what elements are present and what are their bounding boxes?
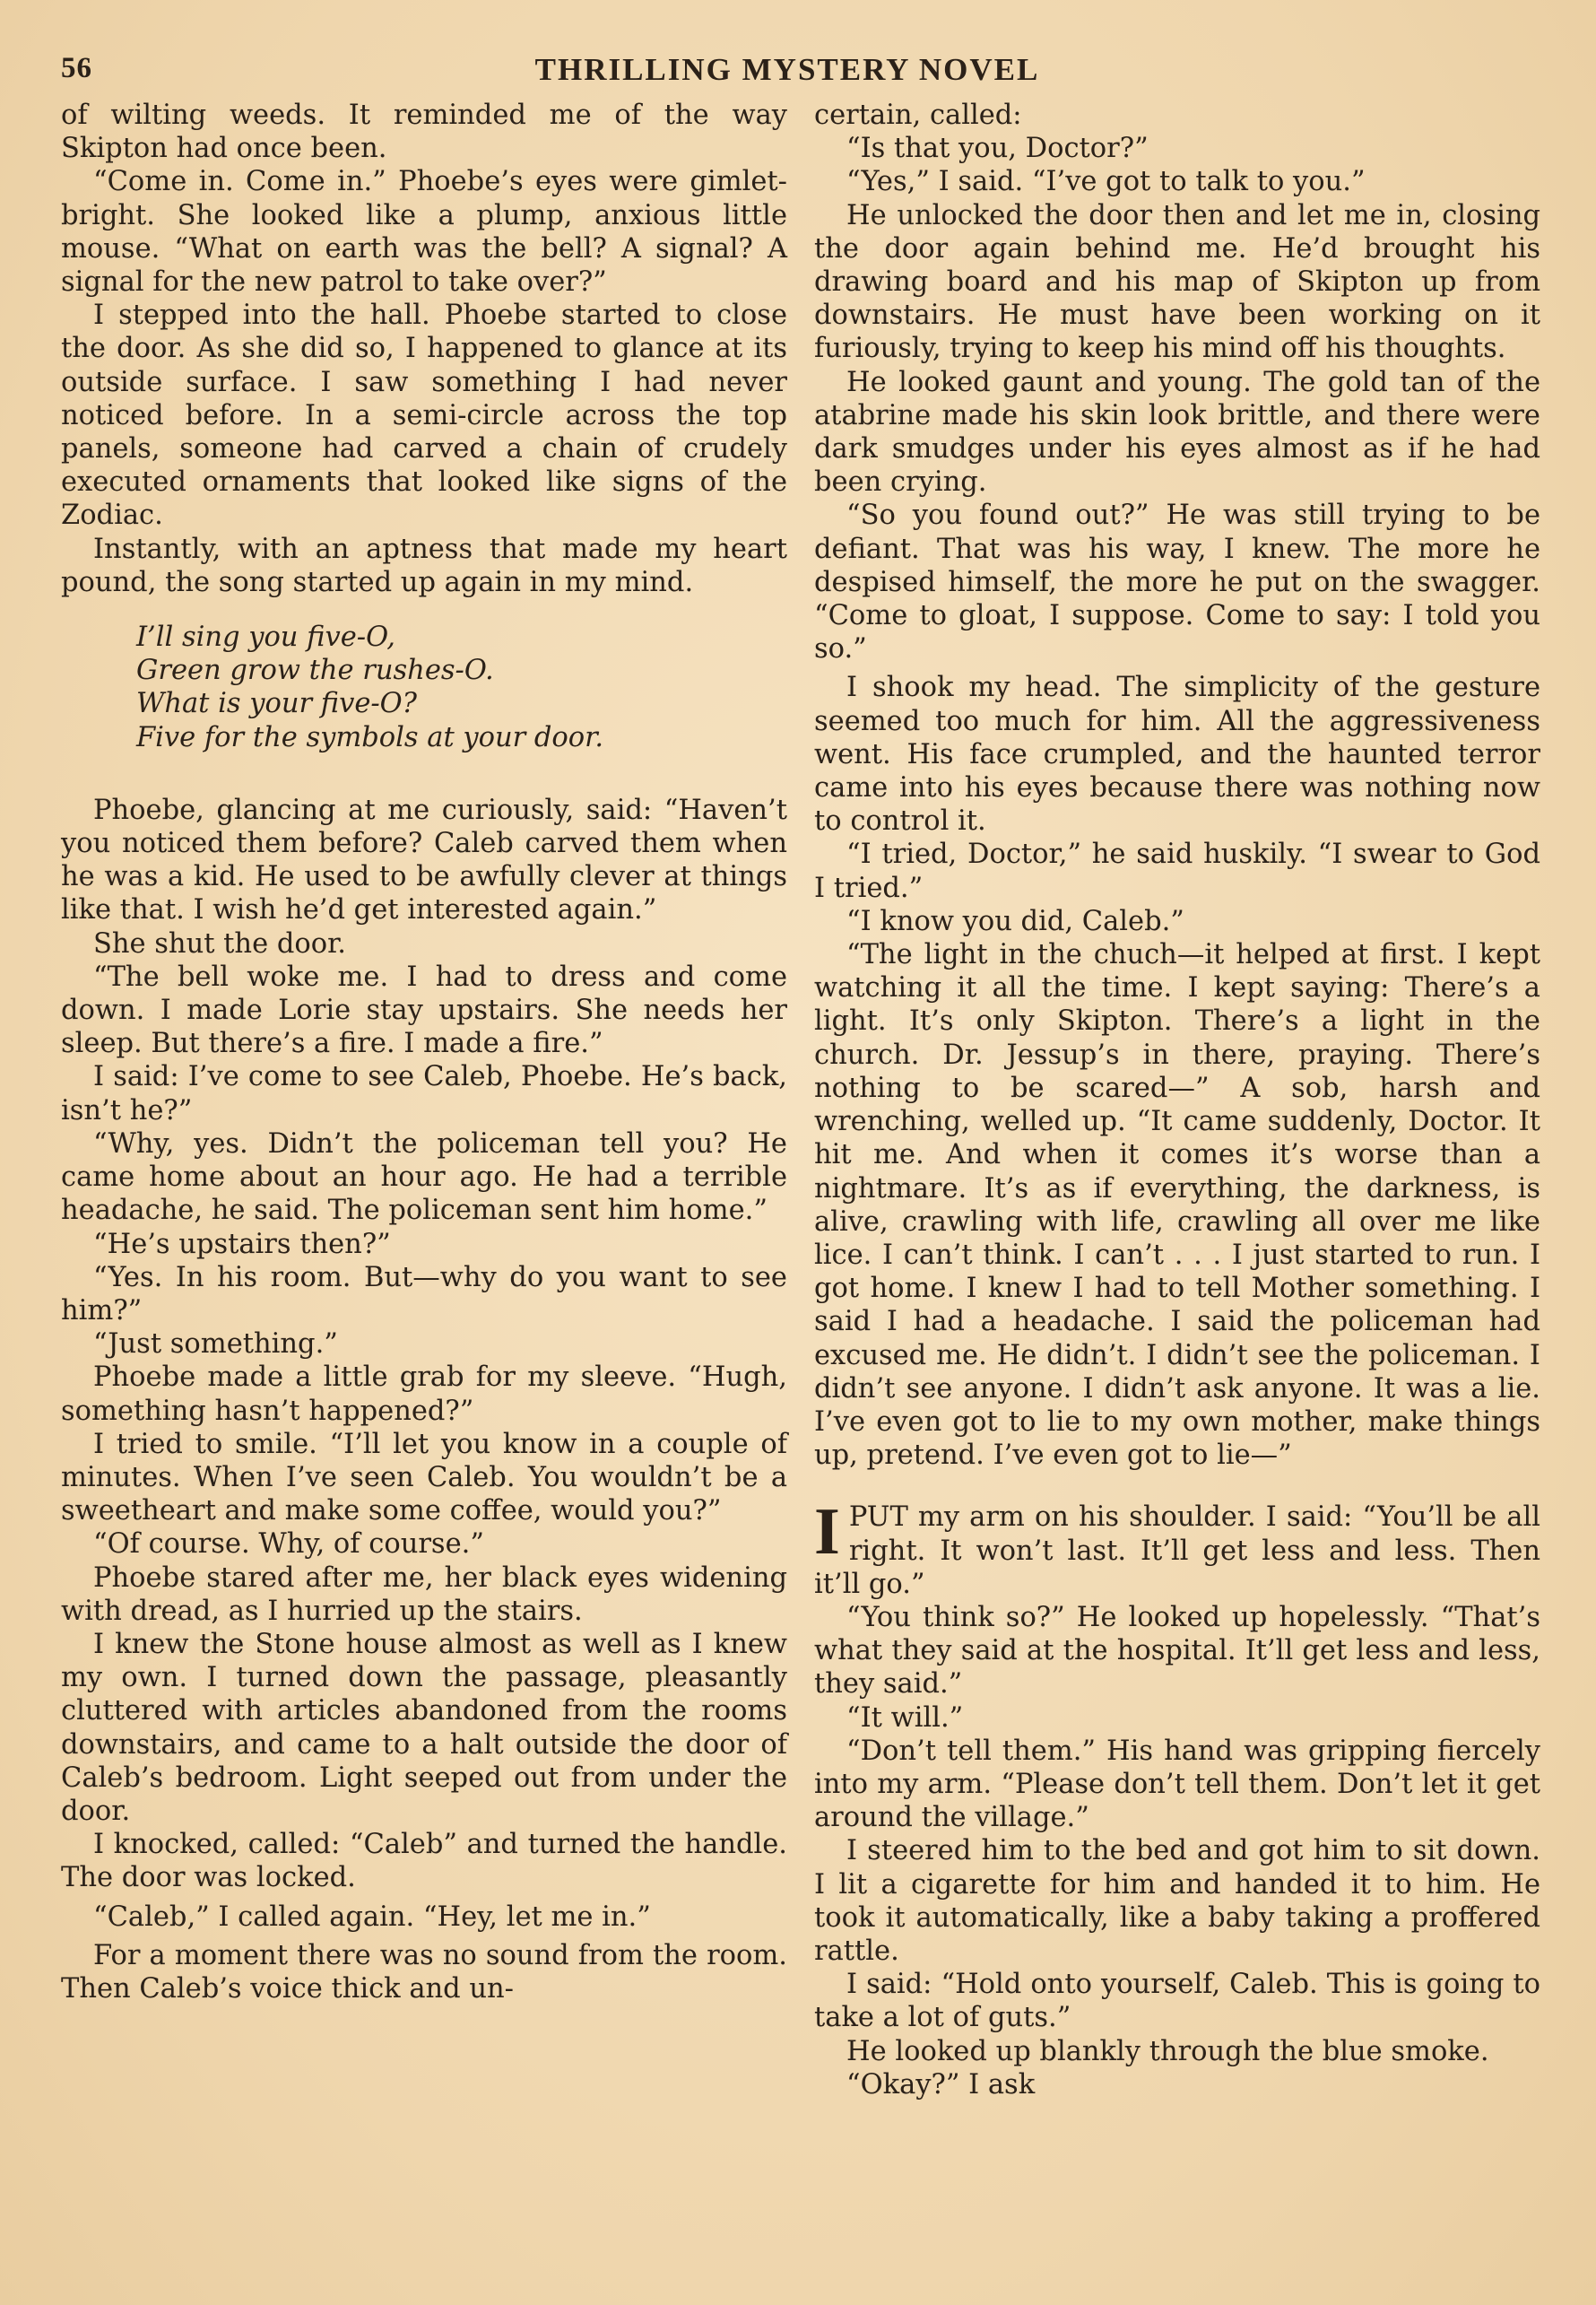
paragraph: For a moment there was no sound from the room. Then Caleb’s voice thick and un- — [61, 1939, 787, 2005]
paragraph: He unlocked the door then and let me in, closing the door again behind me. He’d brought his drawing board and his map of Skipton up from downstairs. He must have been working on it furiously, trying to keep his mind off his thoughts. — [814, 199, 1540, 365]
paragraph: He looked gaunt and young. The gold tan of the atabrine made his skin look brittle, and there were dark smudges under his eyes almost as if he had been crying. — [814, 366, 1540, 499]
paragraph: I stepped into the hall. Phoebe started to close the door. As she did so, I happened to glance at its outside surface. I saw something I had never noticed before. In a semi-circle across the top panels, someone had carved a chain of crudely executed ornaments that looked like signs of the Zodiac. — [61, 300, 787, 532]
drop-cap: I — [814, 1495, 840, 1570]
paragraph: “Come in. Come in.” Phoebe’s eyes were gimlet-bright. She looked like a plump, anxious little mouse. “What on earth was the bell? A signal? A signal for the new patrol to take over?” — [61, 166, 787, 299]
song-verse — [136, 621, 787, 754]
verse-line: Green grow the rushes-O. — [136, 655, 494, 687]
paragraph: “Yes,” I said. “I’ve got to talk to you.” — [846, 166, 1366, 198]
paragraph: certain, called: — [814, 100, 1022, 131]
right-column — [814, 99, 1540, 2101]
paragraph: I tried to smile. “I’ll let you know in a couple of minutes. When I’ve seen Caleb. You wouldn’t be a sweetheart and make some coffee, would you?” — [61, 1428, 787, 1527]
paragraph: “Is that you, Doctor?” — [846, 133, 1149, 165]
paragraph: “Don’t tell them.” His hand was gripping fiercely into my arm. “Please don’t tell them. Don’t let it get around the village.” — [814, 1735, 1540, 1834]
paragraph: Instantly, with an aptness that made my heart pound, the song started up again in my mind. — [61, 533, 787, 598]
paragraph: Phoebe, glancing at me curiously, said: “Haven’t you noticed them before? Caleb carved them when he was a kid. He used to be awfully clever at things like that. I wish he’d get interested again.” — [61, 794, 787, 926]
verse-line: I’ll sing you five-O, — [136, 622, 395, 654]
verse-line: Five for the symbols at your door. — [136, 721, 604, 753]
paragraph: “Okay?” I ask — [846, 2068, 1036, 2101]
paragraph: “Why, yes. Didn’t the policeman tell you? He came home about an hour ago. He had a terrible headache, he said. The policeman sent him home.” — [61, 1127, 787, 1227]
running-head: THRILLING MYSTERY NOVEL — [534, 52, 1040, 87]
paragraph: I shook my head. The simplicity of the gesture seemed too much for him. All the aggressiveness went. His face crumpled, and the haunted terror came into his eyes because there was nothing now to control it. — [814, 672, 1540, 838]
paragraph: “Of course. Why, of course.” — [93, 1528, 484, 1561]
paragraph: “The bell woke me. I had to dress and come down. I made Lorie stay upstairs. She needs her sleep. But there’s a fire. I made a fire.” — [61, 961, 787, 1060]
verse-line: What is your five-O? — [136, 688, 418, 720]
left-column — [61, 99, 787, 2005]
page-number: 56 — [61, 52, 92, 84]
paragraph: “He’s upstairs then?” — [93, 1228, 391, 1260]
paragraph: “The light in the chuch—it helped at first. I kept watching it all the time. I kept saying: There’s a light. It’s only Skipton. There’s a light in the church. Dr. Jessup’s in there, praying. There’s nothing to be scared—” A sob, harsh and wrenching, welled up. “It came suddenly, Doctor. It hit me. And when it comes it’s worse than a nightmare. It’s as if everything, the darkness, is alive, crawling with life, crawling all over me like lice. I can’t think. I can’t . . . I just started to run. I got home. I knew I had to tell Mother something. I said I had a headache. I said the policeman had excused me. He didn’t. I didn’t see the policeman. I didn’t see anyone. I didn’t ask anyone. It was a lie. I’ve even got to lie to my own mother, make things up, pretend. I’ve even got to lie—” — [814, 939, 1540, 1472]
paragraph: She shut the door. — [93, 927, 346, 960]
paragraph: Phoebe made a little grab for my sleeve. “Hugh, something hasn’t happened?” — [61, 1361, 787, 1427]
paragraph: “I know you did, Caleb.” — [846, 905, 1184, 937]
paragraph-with-drop-cap — [814, 1495, 1540, 1601]
paragraph: He looked up blankly through the blue smoke. — [846, 2035, 1489, 2067]
paragraph: “You think so?” He looked up hopelessly. “That’s what they said at the hospital. It’ll get less and less, they said.” — [814, 1601, 1540, 1700]
paragraph: “Just something.” — [93, 1328, 338, 1361]
paragraph: I steered him to the bed and got him to sit down. I lit a cigarette for him and handed it to him. He took it automatically, like a baby taking a proffered rattle. — [814, 1835, 1540, 1967]
paragraph: “Yes. In his room. But—why do you want to see him?” — [61, 1261, 787, 1326]
paragraph: “I tried, Doctor,” he said huskily. “I swear to God I tried.” — [814, 839, 1540, 904]
paragraph: I said: “Hold onto yourself, Caleb. This is going to take a lot of guts.” — [814, 1969, 1540, 2034]
paragraph: “Caleb,” I called again. “Hey, let me in.” — [93, 1901, 651, 1933]
drop-cap-paragraph-text: PUT my arm on his shoulder. I said: “You’ll be all right. It won’t last. It’ll get less and less. Then it’ll go.” — [814, 1501, 1540, 1600]
paragraph: Phoebe stared after me, her black eyes widening with dread, as I hurried up the stairs. — [61, 1561, 787, 1627]
paragraph: “So you found out?” He was still trying to be defiant. That was his way, I knew. The more he despised himself, the more he put on the swagger. “Come to gloat, I suppose. Come to say: I told you so.” — [814, 500, 1540, 665]
paragraph: of wilting weeds. It reminded me of the way Skipton had once been. — [61, 100, 787, 165]
page-header — [61, 52, 1514, 97]
paragraph: I knew the Stone house almost as well as I knew my own. I turned down the passage, pleasantly cluttered with articles abandoned from the rooms downstairs, and came to a halt outside the door of Caleb’s bedroom. Light seeped out from under the door. — [61, 1628, 787, 1827]
paragraph: I knocked, called: “Caleb” and turned the handle. The door was locked. — [61, 1829, 787, 1894]
paragraph: “It will.” — [846, 1701, 964, 1734]
paragraph: I said: I’ve come to see Caleb, Phoebe. He’s back, isn’t he?” — [61, 1061, 787, 1126]
